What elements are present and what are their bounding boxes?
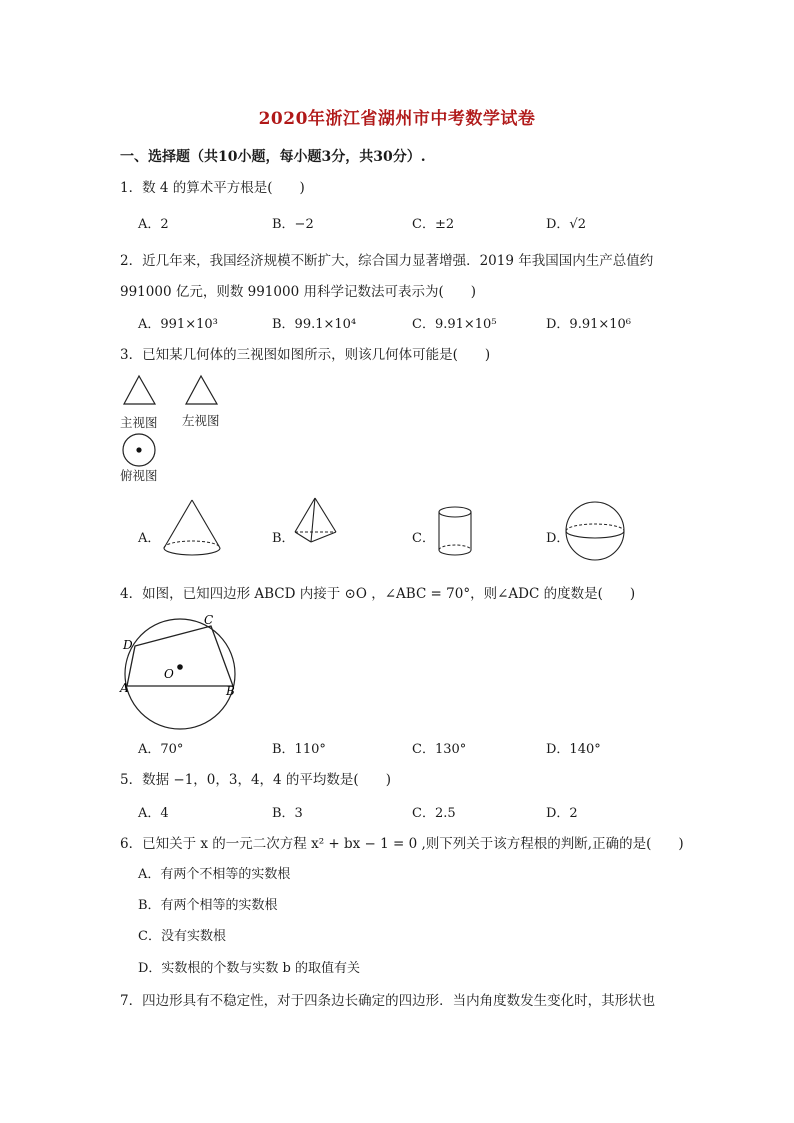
q4-option-d: D．140° <box>546 742 601 757</box>
q3-option-d-label: D． <box>546 531 570 546</box>
top-view-apex-dot <box>136 447 141 452</box>
q4-option-c: C．130° <box>412 742 467 757</box>
question-2-stem-line2: 991000 亿元，则数 991000 用科学记数法可表示为( ) <box>120 284 476 300</box>
front-view-label: 主视图 <box>120 415 158 430</box>
cone-figure <box>160 498 230 560</box>
sphere-figure <box>565 500 627 562</box>
q2-option-b: B．99.1×10⁴ <box>272 317 357 332</box>
q5-option-c: C．2.5 <box>412 806 456 821</box>
q1-option-c: C．±2 <box>412 217 455 232</box>
q6-option-b: B．有两个相等的实数根 <box>138 898 278 913</box>
section-header: 一、选择题（共10小题，每小题3分，共30分）. <box>120 149 426 165</box>
q6-option-d: D．实数根的个数与实数 b 的取值有关 <box>138 961 361 976</box>
q4-option-b: B．110° <box>272 742 326 757</box>
q2-option-d: D．9.91×10⁶ <box>546 317 632 332</box>
q6-option-c: C．没有实数根 <box>138 929 226 944</box>
center-point-o <box>177 664 183 670</box>
inscribed-quadrilateral-figure <box>116 608 246 738</box>
q4-option-a: A．70° <box>138 742 184 757</box>
question-7-stem: 7．四边形具有不稳定性，对于四条边长确定的四边形．当内角度数发生变化时，其形状也 <box>120 993 656 1009</box>
question-4-stem: 4．如图，已知四边形 ABCD 内接于 ⊙O ，∠ABC = 70°，则∠ADC 的度数是( ) <box>120 586 636 602</box>
q5-option-b: B．3 <box>272 806 303 821</box>
question-3-stem: 3．已知某几何体的三视图如图所示，则该几何体可能是( ) <box>120 347 491 363</box>
quadrilateral-abcd <box>127 626 233 686</box>
q1-option-a: A．2 <box>138 217 169 232</box>
q2-option-a: A．991×10³ <box>138 317 218 332</box>
circle-o <box>125 619 235 729</box>
left-view-triangle <box>186 376 217 404</box>
label-a: A <box>120 681 129 695</box>
q5-option-d: D．2 <box>546 806 578 821</box>
q1-option-d: D．√2 <box>546 217 586 232</box>
label-c: C <box>204 613 214 627</box>
q3-option-c-label: C． <box>412 531 435 546</box>
label-b: B <box>226 684 235 698</box>
pyramid-figure <box>290 496 350 546</box>
q2-option-c: C．9.91×10⁵ <box>412 317 497 332</box>
question-2-stem-line1: 2．近几年来，我国经济规模不断扩大，综合国力显著增强．2019 年我国国内生产总值约 <box>120 253 654 269</box>
left-view-label: 左视图 <box>182 413 220 428</box>
label-d: D <box>123 638 133 652</box>
question-6-stem: 6．已知关于 x 的一元二次方程 x² + bx − 1 = 0 ,则下列关于该方程根的判断,正确的是( ) <box>120 836 684 852</box>
q5-option-a: A．4 <box>138 806 169 821</box>
label-o: O <box>164 667 174 681</box>
top-view-label: 俯视图 <box>120 468 158 483</box>
q3-option-a-label: A． <box>138 531 161 546</box>
cylinder-figure <box>436 504 478 564</box>
question-1-stem: 1．数 4 的算术平方根是( ) <box>120 180 305 196</box>
q1-option-b: B．−2 <box>272 217 314 232</box>
page-title: 2020年浙江省湖州市中考数学试卷 <box>258 109 536 129</box>
q6-option-a: A．有两个不相等的实数根 <box>138 867 291 882</box>
q3-option-b-label: B． <box>272 531 295 546</box>
front-view-triangle <box>124 376 155 404</box>
question-5-stem: 5．数据 −1，0，3，4，4 的平均数是( ) <box>120 772 391 788</box>
